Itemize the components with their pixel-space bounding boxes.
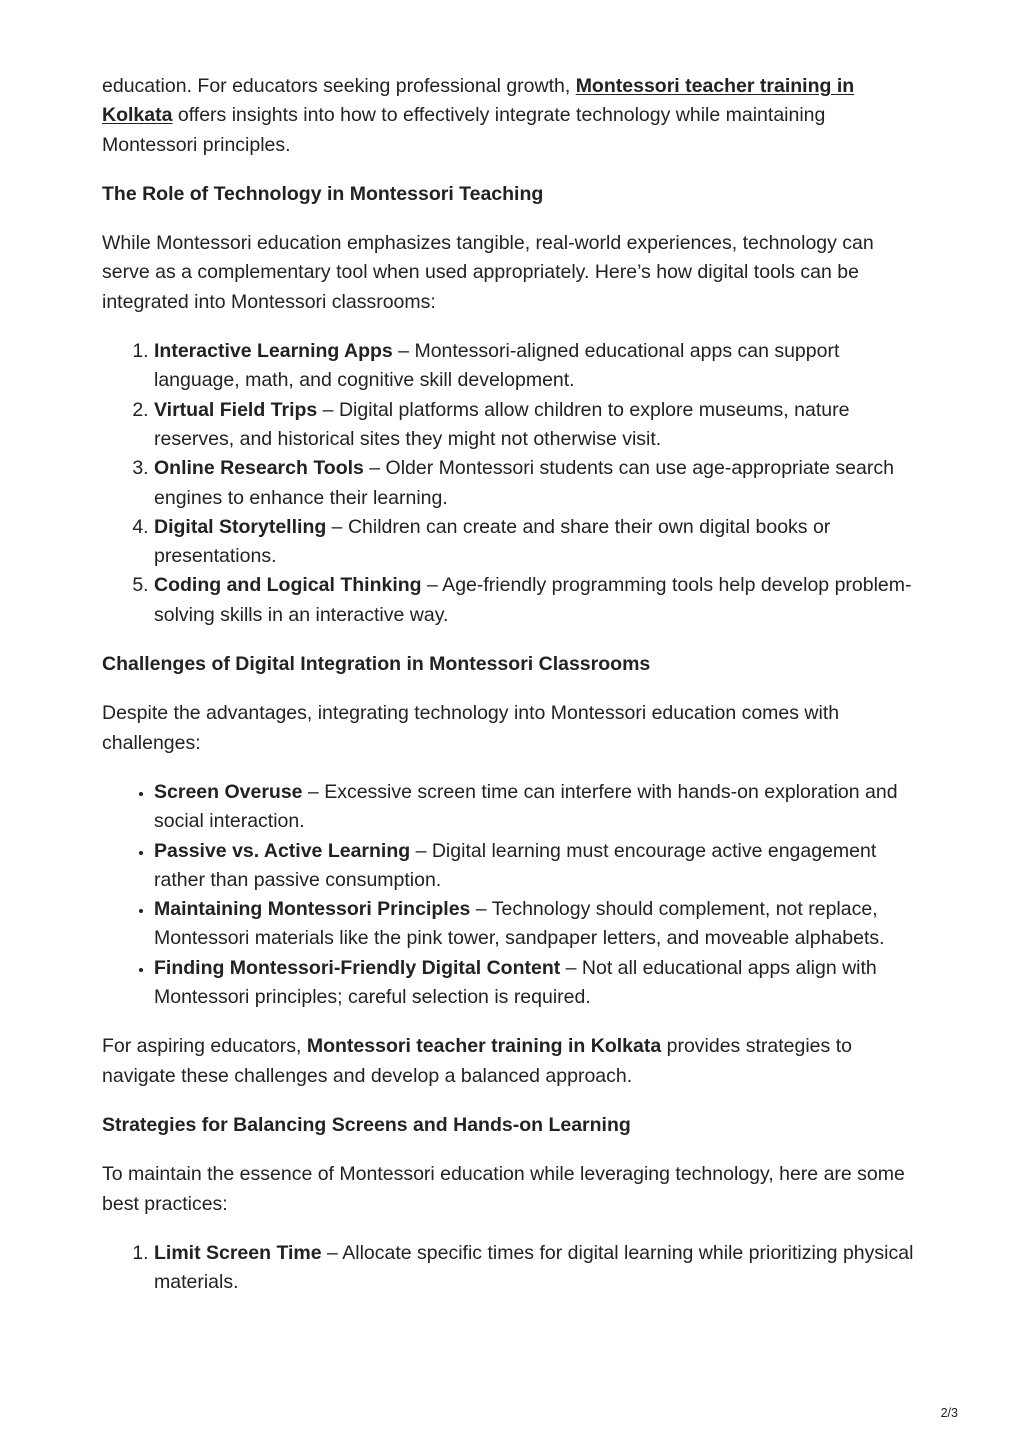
section-paragraph-challenges: Despite the advantages, integrating technology into Montessori education comes with challenges:	[102, 702, 840, 754]
list-item-desc: – Montessori-aligned educational apps can support language, math, and cognitive skill development.	[154, 340, 840, 392]
list-item-term: Digital Storytelling	[154, 515, 327, 538]
section-heading-strategies: Strategies for Balancing Screens and Hands-on Learning	[102, 1113, 631, 1136]
list-item-term: Finding Montessori-Friendly Digital Content	[154, 956, 561, 979]
section-paragraph-strategies: To maintain the essence of Montessori education while leveraging technology, here are some best practices:	[102, 1163, 905, 1215]
closing-bold-text: Montessori teacher training in Kolkata	[306, 1035, 662, 1058]
list-item-desc: – Excessive screen time can interfere with hands-on exploration and social interaction.	[154, 780, 898, 833]
list-item-desc: – Digital learning must encourage active engagement rather than passive consumption.	[154, 839, 877, 891]
section-paragraph-role: While Montessori education emphasizes tangible, real-world experiences, technology can serve as a complementary tool when used appropriately. Here’s how digital tools can be integrated into Montessori classrooms:	[102, 232, 874, 313]
list-item	[154, 454, 924, 513]
list-item-term: Limit Screen Time	[154, 1241, 322, 1264]
list-item-desc: – Technology should complement, not replace, Montessori materials like the pink tower, sandpaper letters, and moveable alphabets.	[154, 898, 885, 950]
list-item-desc: – Older Montessori students can use age-appropriate search engines to enhance their learning.	[154, 457, 894, 509]
list-item-desc: – Not all educational apps align with Montessori principles; careful selection is required.	[154, 956, 877, 1009]
numbered-list-tools	[102, 337, 924, 630]
list-item-desc: – Digital platforms allow children to explore museums, nature reserves, and historical sites they might not otherwise visit.	[154, 398, 850, 450]
list-item	[154, 337, 924, 396]
list-item-desc: – Children can create and share their own digital books or presentations.	[154, 515, 831, 568]
document-page	[102, 72, 924, 1317]
section-heading-challenges: Challenges of Digital Integration in Montessori Classrooms	[102, 653, 651, 676]
training-link[interactable]: Montessori teacher training in Kolkata	[102, 75, 855, 127]
numbered-list-strategies	[102, 1239, 924, 1298]
list-item-desc: – Age-friendly programming tools help develop problem-solving skills in an interactive way.	[154, 574, 912, 626]
list-item	[154, 778, 924, 837]
list-item-term: Online Research Tools	[154, 457, 364, 480]
bullet-list-challenges	[102, 778, 924, 1012]
section-heading-role: The Role of Technology in Montessori Teaching	[102, 182, 544, 205]
list-item	[154, 954, 924, 1013]
list-item	[154, 837, 924, 896]
closing-text: For aspiring educators,	[102, 1035, 307, 1058]
list-item-term: Passive vs. Active Learning	[154, 839, 411, 862]
list-item-term: Maintaining Montessori Principles	[154, 898, 471, 921]
intro-paragraph	[102, 72, 924, 160]
list-item	[154, 895, 924, 954]
list-item	[154, 571, 924, 630]
intro-text-continued: offers insights into how to effectively integrate technology while maintaining Montessori principles.	[102, 104, 826, 156]
closing-text-continued: provides strategies to navigate these challenges and develop a balanced approach.	[102, 1035, 852, 1087]
intro-text: education. For educators seeking professional growth,	[102, 75, 576, 97]
closing-paragraph	[102, 1032, 924, 1091]
list-item-desc: – Allocate specific times for digital learning while prioritizing physical materials.	[154, 1241, 914, 1294]
list-item-term: Interactive Learning Apps	[154, 340, 393, 363]
list-item	[154, 1239, 924, 1298]
list-item	[154, 396, 924, 455]
list-item	[154, 513, 924, 572]
list-item-term: Virtual Field Trips	[154, 398, 318, 421]
page-number: 2/3	[940, 1406, 958, 1420]
list-item-term: Screen Overuse	[154, 780, 303, 803]
list-item-term: Coding and Logical Thinking	[154, 574, 422, 597]
